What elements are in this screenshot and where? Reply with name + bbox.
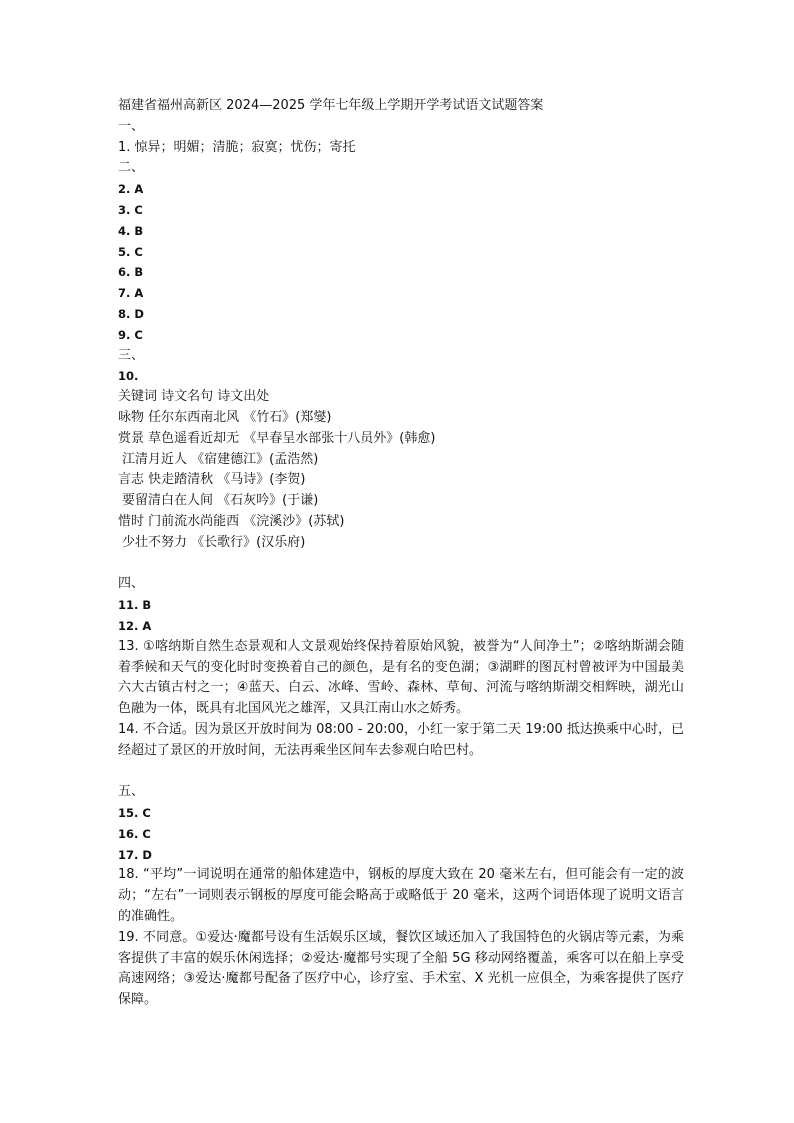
section-heading-3: 三、: [118, 347, 145, 363]
q10-row: 惜时 门前流水尚能西 《浣溪沙》(苏轼): [118, 513, 345, 529]
section-heading-4: 四、: [118, 576, 145, 592]
answer-q4: 4. B: [118, 223, 144, 238]
answer-q9: 9. C: [118, 327, 143, 342]
answer-document: [118, 96, 684, 1011]
q10-row: 赏景 草色遥看近却无 《早春呈水部张十八员外》(韩愈): [118, 430, 436, 446]
spacer: [118, 554, 684, 575]
section-heading-1: 一、: [118, 118, 145, 134]
answer-q3: 3. C: [118, 202, 143, 217]
answer-q8: 8. D: [118, 306, 144, 321]
answer-q6: 6. B: [118, 265, 144, 280]
answer-q12: 12. A: [118, 618, 152, 633]
answer-q19: 19. 不同意。①爱达·魔都号设有生活娱乐区域，餐饮区域还加入了我国特色的火锅店等元素，为乘客提供了丰富的娱乐休闲选择；②爱达·魔都号实现了全船 5G 移动网络覆盖，乘客可以在船上享受高速网络；③爱达·魔都号配备了医疗中心，诊疗室、手术室、X 光机一应俱全，为乘客提供了医疗保障。: [118, 929, 684, 1008]
q10-row: 要留清白在人间 《石灰吟》(于谦): [122, 493, 319, 509]
answer-q14: 14. 不合适。因为景区开放时间为 08:00 - 20:00，小红一家于第二天 19:00 抵达换乘中心时，已经超过了景区的开放时间，无法再乘坐区间车去参观白哈巴村。: [118, 721, 684, 758]
answer-q18: 18. “平均”一词说明在通常的船体建造中，钢板的厚度大致在 20 毫米左右，但可能会有一定的波动；“左右”一词则表示钢板的厚度可能会略高于或略低于 20 毫米，这两个词语体现了说明文语言的准确性。: [118, 867, 684, 925]
answer-q16: 16. C: [118, 826, 151, 841]
spacer: [118, 762, 684, 783]
q10-row: 咏物 任尔东西南北风 《竹石》(郑燮): [118, 409, 332, 425]
answer-q11: 11. B: [118, 598, 152, 613]
answer-q10-number: 10.: [118, 369, 139, 384]
q10-table-header: 关键词 诗文名句 诗文出处: [118, 389, 270, 405]
answer-q13: 13. ①喀纳斯自然生态景观和人文景观始终保持着原始风貌，被誉为“人间净土”；②喀纳斯湖会随着季候和天气的变化时时变换着自己的颜色，是有名的变色湖；③湖畔的图瓦村曾被评为中国最美六大古镇古村之一；④蓝天、白云、冰峰、雪岭、森林、草甸、河流与喀纳斯湖交相辉映，湖光山色融为一体，既具有北国风光之雄浑，又具江南山水之娇秀。: [118, 638, 684, 717]
section-heading-5: 五、: [118, 784, 145, 800]
q10-row: 言志 快走踏清秋 《马诗》(李贺): [118, 472, 306, 488]
answer-q17: 17. D: [118, 847, 152, 862]
q10-row: 少壮不努力 《长歌行》(汉乐府): [122, 534, 306, 550]
document-title: 福建省福州高新区 2024—2025 学年七年级上学期开学考试语文试题答案: [118, 98, 544, 113]
q10-row: 江清月近人 《宿建德江》(孟浩然): [122, 451, 319, 467]
answer-q1: 1. 惊异；明媚；清脆；寂寞；忧伤；寄托: [118, 139, 356, 155]
answer-q2: 2. A: [118, 182, 144, 197]
answer-q5: 5. C: [118, 244, 143, 259]
answer-q15: 15. C: [118, 806, 151, 821]
section-heading-2: 二、: [118, 160, 145, 176]
answer-q7: 7. A: [118, 286, 144, 301]
